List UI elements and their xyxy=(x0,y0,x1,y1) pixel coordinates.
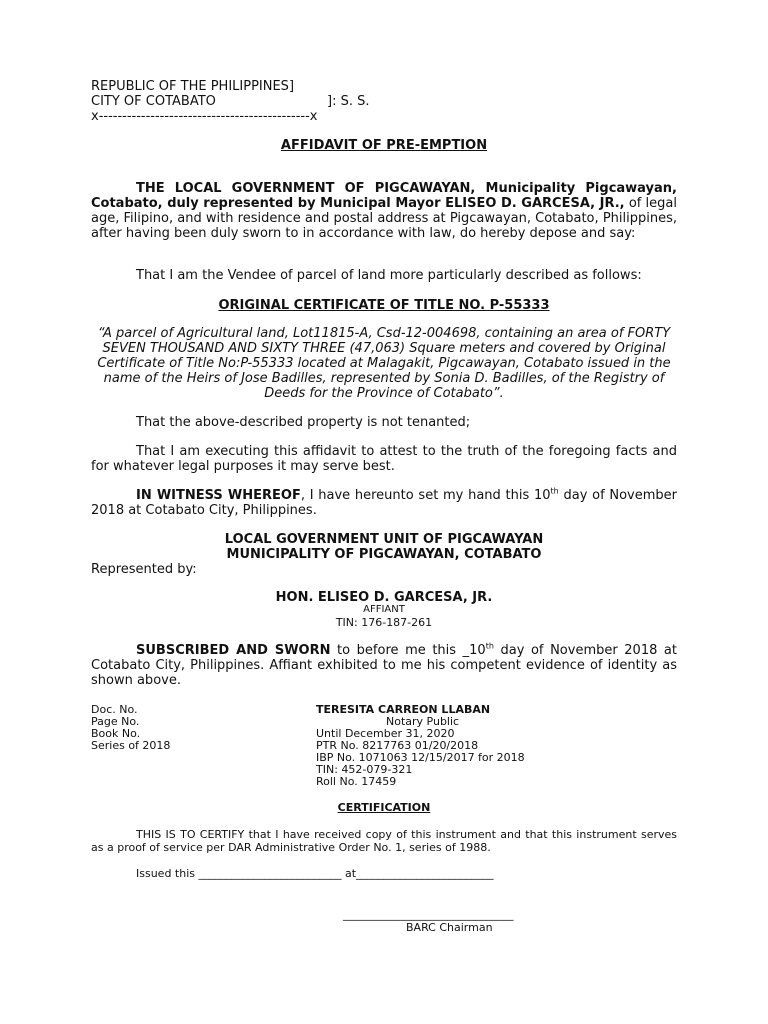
caption-divider: x---------------------------------------------x xyxy=(91,109,318,124)
certificate-title: ORIGINAL CERTIFICATE OF TITLE NO. P-55333 xyxy=(218,298,550,313)
vendee-paragraph: That I am the Vendee of parcel of land more particularly described as follows: xyxy=(136,268,642,283)
notary-name: TERESITA CARREON LLABAN xyxy=(316,703,491,716)
doc-number: Doc. No. xyxy=(91,703,138,716)
intro-text: of legal age, Filipino, and with residence and postal address at Pigcawayan, Cotabato, Philippines, after having been duly sworn to in accordance with law, do hereby depose and say: xyxy=(91,196,677,241)
issued-line: Issued this __________________________ at_________________________ xyxy=(136,867,494,880)
intro-paragraph xyxy=(91,181,677,241)
jurat-heading: SUBSCRIBED AND SWORN xyxy=(136,643,331,658)
witness-text-b: day of November 2018 at Cotabato City, Philippines. xyxy=(91,488,678,518)
witness-heading: IN WITNESS WHEREOF xyxy=(136,488,301,503)
intro-party: THE LOCAL GOVERNMENT OF PIGCAWAYAN, Municipality Pigcawayan, Cotabato, duly represented by Municipal Mayor ELISEO D. GARCESA, JR., xyxy=(91,181,677,211)
notary-roll: Roll No. 17459 xyxy=(316,775,397,788)
jurat-ordinal: th xyxy=(485,641,494,651)
notary-title: Notary Public xyxy=(386,715,460,728)
tenancy-statement: That the above-described property is not tenanted; xyxy=(136,415,471,430)
caption-republic: REPUBLIC OF THE PHILIPPINES] xyxy=(91,79,295,94)
jurat-text-a: to before me this _10 xyxy=(330,643,486,658)
affiant-name: HON. ELISEO D. GARCESA, JR. xyxy=(275,590,493,605)
affiant-tin: TIN: 176-187-261 xyxy=(335,616,433,629)
purpose-statement: That I am executing this affidavit to attest to the truth of the foregoing facts and for whatever legal purposes it may serve best. xyxy=(91,444,677,474)
jurat-text-b: day of November 2018 at Cotabato City, Philippines. Affiant exhibited to me his competent evidence of identity as shown above. xyxy=(91,643,677,688)
book-number: Book No. xyxy=(91,727,141,740)
witness-text-a: , I have hereunto set my hand this 10 xyxy=(300,488,551,503)
notary-tin: TIN: 452-079-321 xyxy=(316,763,413,776)
witness-paragraph xyxy=(91,488,677,518)
witness-ordinal: th xyxy=(550,486,559,496)
signature-line: _______________________________ xyxy=(343,908,514,921)
represented-by: Represented by: xyxy=(91,562,197,577)
certification-text: THIS IS TO CERTIFY that I have received copy of this instrument and that this instrument serves as a proof of service per DAR Administrative Order No. 1, series of 1988. xyxy=(91,828,677,854)
signatory-title: BARC Chairman xyxy=(406,921,493,934)
land-description: “A parcel of Agricultural land, Lot11815-A, Csd-12-004698, containing an area of FORTY SEVEN THOUSAND AND SIXTY THREE (47,063) Square meters and covered by Original Certificate of Title No:P-55333 located at Malagakit, Pigcawayan, Cotabato issued in the name of the Heirs of Jose Badilles, represented by Sonia D. Badilles, of the Registry of Deeds for the Province of Cotabato”. xyxy=(97,326,671,401)
caption-ss: ]: S. S. xyxy=(327,94,370,109)
document-title: AFFIDAVIT OF PRE-EMPTION xyxy=(280,138,488,153)
notary-ibp: IBP No. 1071063 12/15/2017 for 2018 xyxy=(316,751,525,764)
lgu-municipality: MUNICIPALITY OF PIGCAWAYAN, COTABATO xyxy=(226,547,542,562)
caption-city: CITY OF COTABATO xyxy=(91,94,216,109)
notary-ptr: PTR No. 8217763 01/20/2018 xyxy=(316,739,479,752)
series-year: Series of 2018 xyxy=(91,739,171,752)
page-number: Page No. xyxy=(91,715,140,728)
notary-commission: Until December 31, 2020 xyxy=(316,727,455,740)
affiant-role: AFFIANT xyxy=(363,604,405,615)
jurat-paragraph xyxy=(91,643,677,688)
certification-title: CERTIFICATION xyxy=(337,801,431,814)
lgu-name: LOCAL GOVERNMENT UNIT OF PIGCAWAYAN xyxy=(224,532,544,547)
